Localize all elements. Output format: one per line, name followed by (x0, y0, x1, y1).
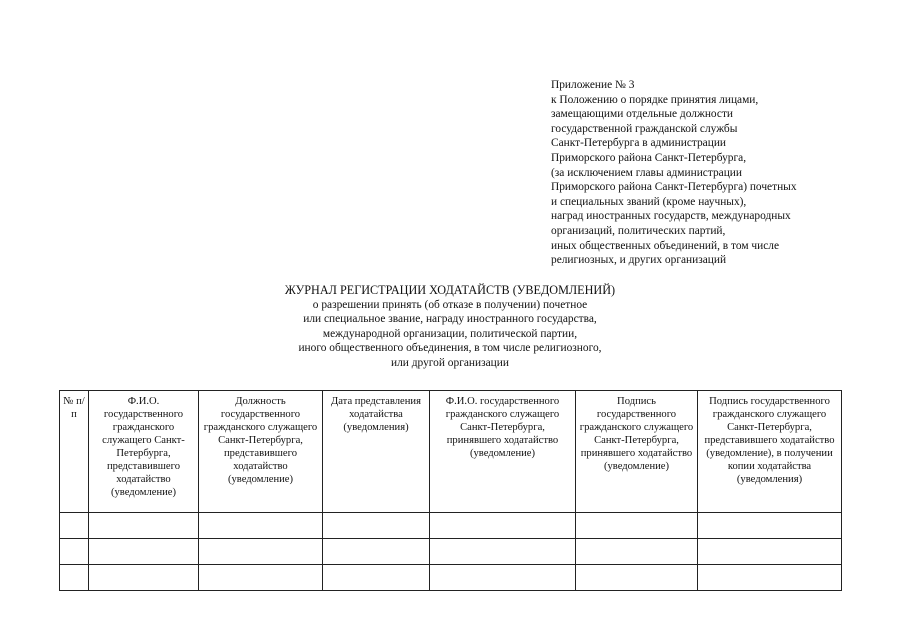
journal-subtitle-line: международной организации, политической партии, (322, 327, 578, 340)
journal-heading (230, 283, 670, 370)
appendix-line: религиозных, и других организаций (551, 254, 727, 267)
appendix-line: (за исключением главы администрации (551, 166, 742, 179)
table-row (60, 565, 842, 591)
appendix-line: иных общественных объединений, в том числе (551, 239, 780, 252)
table-cell (89, 565, 199, 591)
table-cell (323, 565, 430, 591)
column-header-number: № п/п (60, 391, 89, 513)
table-cell (430, 539, 576, 565)
journal-subtitle-line: о разрешении принять (об отказе в получении) почетное (312, 299, 588, 311)
registration-journal-table (59, 390, 842, 591)
appendix-line: замещающими отдельные должности (551, 108, 734, 121)
table-cell (60, 539, 89, 565)
table-cell (60, 565, 89, 591)
appendix-line: к Положению о порядке принятия лицами, (551, 93, 759, 106)
table-cell (576, 565, 698, 591)
column-header-submission-date: Дата представления ходатайства (уведомления) (323, 391, 430, 513)
table-cell (430, 565, 576, 591)
column-header-submitter-position: Должность государственного гражданского служащего Санкт-Петербурга, представившего ходатайство (уведомление) (199, 391, 323, 513)
table-cell (698, 539, 842, 565)
appendix-note (551, 78, 871, 268)
appendix-line: Приложение № 3 (551, 79, 635, 91)
appendix-line: государственной гражданской службы (551, 122, 738, 135)
column-header-receiver-signature: Подпись государственного гражданского служащего Санкт-Петербурга, принявшего ходатайство (уведомление) (576, 391, 698, 513)
table-cell (323, 513, 430, 539)
appendix-line: наград иностранных государств, международных (551, 210, 791, 223)
table-cell (89, 539, 199, 565)
appendix-line: Приморского района Санкт-Петербурга) почетных (551, 181, 797, 194)
table-cell (60, 513, 89, 539)
table-cell (698, 513, 842, 539)
journal-subtitle-line: или другой организации (391, 356, 509, 369)
appendix-line: Санкт-Петербурга в администрации (551, 137, 727, 150)
journal-subtitle-line: иного общественного объединения, в том числе религиозного, (298, 342, 602, 355)
table-cell (89, 513, 199, 539)
table-cell (323, 539, 430, 565)
column-header-receiver-name: Ф.И.О. государственного гражданского служащего Санкт-Петербурга, принявшего ходатайство (уведомление) (430, 391, 576, 513)
appendix-line: организаций, политических партий, (551, 224, 726, 237)
journal-subtitle-line: или специальное звание, награду иностранного государства, (303, 313, 597, 326)
table-cell (698, 565, 842, 591)
table-cell (576, 539, 698, 565)
column-header-copy-receipt-signature: Подпись государственного гражданского служащего Санкт-Петербурга, представившего ходатайство (уведомление), в получении копии ходатайства (уведомления) (698, 391, 842, 513)
table-header-row (60, 391, 842, 513)
table-cell (199, 513, 323, 539)
journal-title: ЖУРНАЛ РЕГИСТРАЦИИ ХОДАТАЙСТВ (УВЕДОМЛЕНИЙ) (284, 283, 616, 297)
table-cell (576, 513, 698, 539)
table-cell (199, 539, 323, 565)
column-header-submitter-name: Ф.И.О. государственного гражданского служащего Санкт-Петербурга, представившего ходатайство (уведомление) (89, 391, 199, 513)
table-row (60, 513, 842, 539)
table-cell (199, 565, 323, 591)
appendix-line: Приморского района Санкт-Петербурга, (551, 151, 747, 164)
table-row (60, 539, 842, 565)
appendix-line: и специальных званий (кроме научных), (551, 195, 747, 208)
table-cell (430, 513, 576, 539)
